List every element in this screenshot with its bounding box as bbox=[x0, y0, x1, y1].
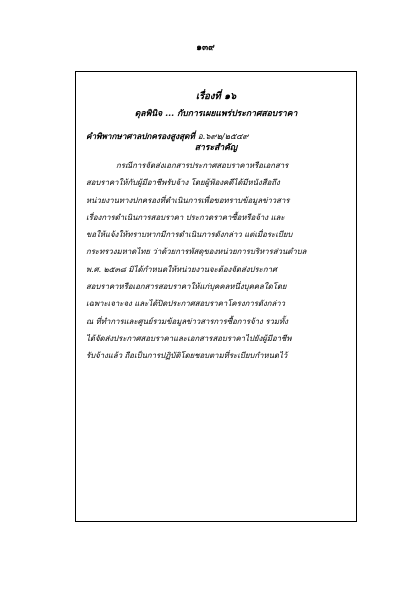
body-line: ณ ที่ทำการและศูนย์รวมข้อมูลข่าวสารการซื้อการจ้าง รวมทั้ง bbox=[86, 316, 288, 326]
judgment-reference bbox=[86, 130, 346, 142]
body-line: เฉพาะเจาะจง และได้ปิดประกาศสอบราคาโครงการดังกล่าว bbox=[86, 299, 286, 309]
case-subheading: ดุลพินิจ ... กับการเผยแพร่ประกาศสอบราคา bbox=[134, 109, 298, 119]
body-line: หน่วยงานทางปกครองที่ดำเนินการเพื่อขอทราบข้อมูลข่าวสาร bbox=[86, 195, 290, 205]
body-line: รับจ้างแล้ว ถือเป็นการปฏิบัติโดยชอบตามที่ระเบียบกำหนดไว้ bbox=[86, 351, 288, 361]
body-line: ได้จัดส่งประกาศสอบราคาและเอกสารสอบราคาไปยังผู้มีอาชีพ bbox=[86, 333, 292, 343]
body-line: เรื่องการดำเนินการสอบราคา ประกวดราคาซื้อหรือจ้าง และ bbox=[86, 212, 285, 222]
body-line: ขอให้แจ้งให้ทราบหากมีการดำเนินการดังกล่าว แต่เมื่อระเบียบ bbox=[86, 230, 293, 240]
case-heading: เรื่องที่ ๑๖ bbox=[195, 91, 237, 102]
judgment-reference-number: อ.๖๙๒/๒๕๔๙ bbox=[197, 131, 249, 141]
summary-title: สาระสำคัญ bbox=[194, 143, 238, 153]
page-number: ๑๓๙ bbox=[196, 43, 215, 53]
body-line: พ.ศ. ๒๕๓๘ มิได้กำหนดให้หน่วยงานจะต้องจัดส่งประกาศ bbox=[86, 264, 277, 274]
body-line: กระทรวงมหาดไทย ว่าด้วยการพัสดุของหน่วยการบริหารส่วนตำบล bbox=[86, 247, 307, 257]
body-line: สอบราคาหรือเอกสารสอบราคาให้แก่บุคคลหนึ่งบุคคลใดโดย bbox=[86, 282, 287, 292]
body-line: กรณีการจัดส่งเอกสารประกาศสอบราคาหรือเอกสาร bbox=[116, 161, 289, 170]
judgment-reference-label: คำพิพากษาศาลปกครองสูงสุดที่ bbox=[86, 131, 195, 141]
body-line: สอบราคาให้กับผู้มีอาชีพรับจ้าง โดยผู้ฟ้องคดีได้มีหนังสือถึง bbox=[86, 178, 280, 188]
case-summary-box bbox=[75, 71, 357, 522]
